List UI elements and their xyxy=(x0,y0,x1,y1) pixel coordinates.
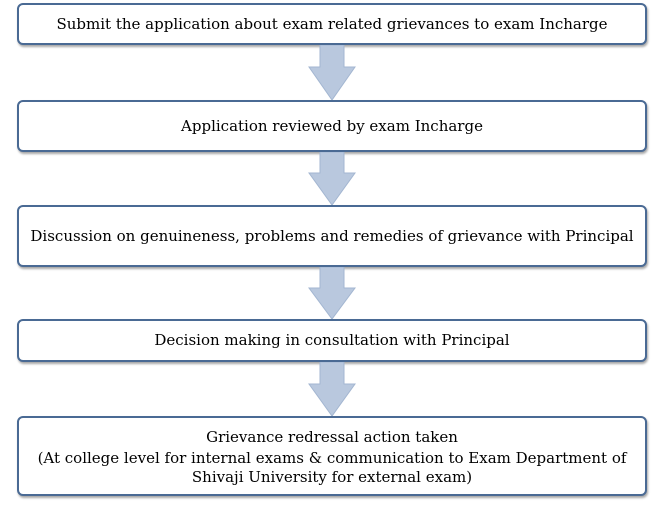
step-redressal-action-detail-line-2: Shivaji University for external exam) xyxy=(191,467,473,486)
step-submit-application xyxy=(17,3,647,45)
step-submit-application-text: Submit the application about exam related grievances to exam Incharge xyxy=(56,14,608,33)
flow-arrow-down-icon xyxy=(308,45,356,101)
step-redressal-action-title: Grievance redressal action taken xyxy=(206,427,458,446)
flow-arrow-down-icon xyxy=(308,267,356,320)
flow-arrow-down-icon xyxy=(308,362,356,417)
flow-arrow-down-icon xyxy=(308,152,356,206)
step-redressal-action-detail-line-1: (At college level for internal exams & communication to Exam Department of xyxy=(37,448,627,467)
step-decision-making-text: Decision making in consultation with Principal xyxy=(154,331,510,349)
step-redressal-action xyxy=(17,416,647,496)
step-discussion-with-principal xyxy=(17,205,647,267)
step-application-review-text: Application reviewed by exam Incharge xyxy=(181,116,483,135)
step-application-review xyxy=(17,100,647,152)
step-decision-making xyxy=(17,319,647,362)
step-discussion-with-principal-text: Discussion on genuineness, problems and remedies of grievance with Principal xyxy=(30,226,634,245)
